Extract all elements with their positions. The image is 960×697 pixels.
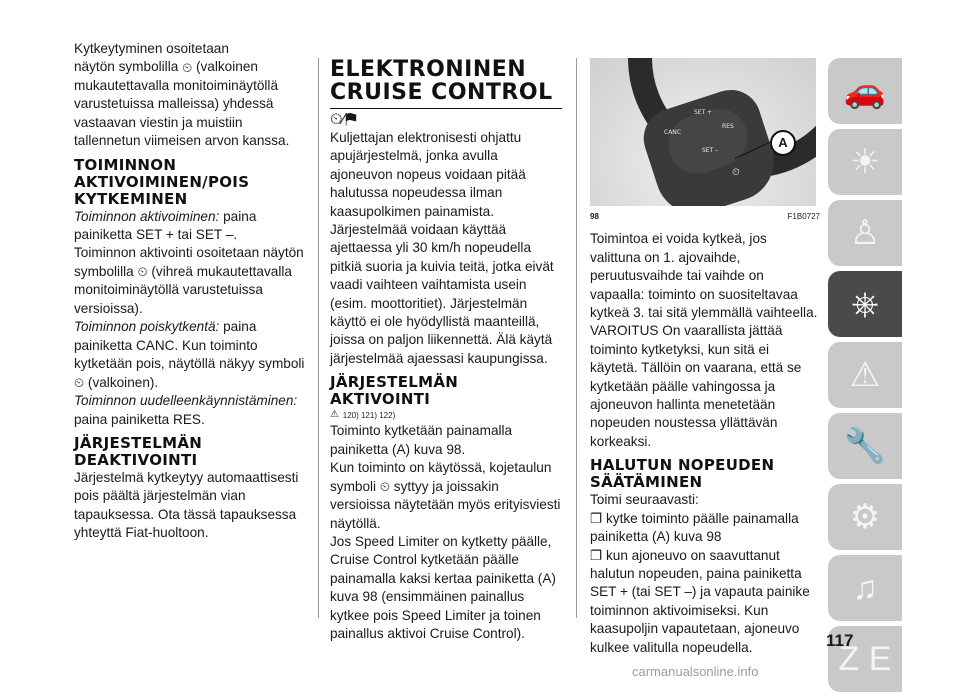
- system-deactivation-text: Järjestelmä kytkeytyy automaattisesti pois päältä järjestelmän vian tapauksessa. Ota tässä tapauksessa yhteyttä Fiat-huoltoon.: [74, 469, 299, 541]
- wrench-service-icon: 🔧: [843, 427, 887, 465]
- deactivation-symbol-line: [74, 374, 306, 393]
- cruise-control-green-icon: ⏲: [137, 264, 148, 280]
- intro-text-a: näytön symbolilla: [74, 59, 179, 75]
- figure-caption: [590, 208, 820, 226]
- activation-text-2b: syttyy ja joissakin versioissa näytetään myös erityisviesti näytöllä.: [330, 478, 561, 531]
- bullet-text-2: kun ajoneuvo on saavuttanut halutun nopeuden, paina painiketta SET + (tai SET –) ja vapauta painike toiminnon aktivoimiseksi. Kun kaasupoljin vapautetaan, ajoneuvo kulkee valitulla nopeudella.: [590, 547, 810, 655]
- car-dashboard-icon: 🚗: [843, 72, 887, 110]
- cruise-control-header-icon: ⏲⁄⚑: [330, 111, 357, 128]
- heading-system-activation: JÄRJESTELMÄN AKTIVOINTI: [330, 373, 459, 409]
- figure-number: 98: [590, 212, 599, 221]
- activation-desc-a: symbolilla: [74, 263, 134, 279]
- activation-text-2a: Kun toiminto on käytössä, kojetaulun symboli: [330, 460, 552, 494]
- figure-code: F1B0727: [787, 212, 820, 221]
- activation-desc-1: Toiminnon aktivointi osoitetaan näytön: [74, 245, 304, 261]
- chapter-tab-key-steering-wheel-icon[interactable]: [828, 271, 902, 337]
- gear-info-text: Toimintoa ei voida kytkeä, jos valittuna on 1. ajovaihde, peruutusvaihde tai vaihde on vapaalla: toiminto on suositeltavaa kytkeä 3. tai sitä ylemmällä vaihteella.: [590, 231, 818, 321]
- warning-lights-icon: ☀: [849, 143, 881, 181]
- activation-text-2: [330, 459, 562, 533]
- warning-text: VAROITUS On vaarallista jättää toiminto kytketyksi, kun sitä ei käytetä. Tällöin on vaarana, että se kytketään päälle vahingossa ja ajoneuvon hallinta menetetään nopeuden noustessa yllättävän korkeaksi.: [590, 323, 802, 449]
- deactivation-paragraph: [74, 318, 306, 373]
- deactivation-text-2: (valkoinen).: [87, 374, 159, 390]
- cruise-intro: Kuljettajan elektronisesti ohjattu apujärjestelmä, jonka avulla ajoneuvon nopeus voidaan pitää halutussa nopeudessa ilman kaasupolkimen painamista. Järjestelmää voidaan käyttää ajettaessa yli 30 km/h nopeudella pitkiä suoria ja kuivia teitä, jotka eivät vaadi vaihteen vaihtamista usein (esim. moottoritiet). Järjestelmän käyttö ei ole hyödyllistä maanteillä, joissa on paljon liikennettä. Älä käytä järjestelmää ajaessasi kaupungissa.: [330, 130, 554, 366]
- cruise-button-icon: ⏲: [732, 167, 740, 178]
- warning-triangle-small-icon: ⚠: [330, 408, 339, 420]
- seatbelt-safety-icon: ♙: [849, 214, 881, 252]
- chapter-tab-warning-lights-icon[interactable]: [828, 129, 902, 195]
- steering-wheel-figure: [590, 58, 816, 206]
- deactivation-label: Toiminnon poiskytkentä:: [74, 319, 220, 335]
- intro-text-b: (valkoinen: [195, 59, 258, 75]
- multimedia-icon: ♫: [852, 568, 878, 607]
- title-rule: [330, 108, 562, 109]
- cruise-control-symbol-icon: ⏲: [182, 59, 193, 75]
- cruise-control-dash-icon: ⏲: [379, 478, 390, 494]
- restart-text: paina painiketta RES.: [74, 411, 205, 427]
- chapter-tab-seatbelt-safety-icon[interactable]: [828, 200, 902, 266]
- activation-text-3: Jos Speed Limiter on kytketty päälle, Cruise Control kytketään päälle painamalla kaksi kertaa painiketta (A) kuva 98 (ensimmäinen painallus kytkee pois Speed Limiter ja toinen painallus aktivoi Cruise Control).: [330, 533, 556, 641]
- column-divider-1: [318, 58, 319, 618]
- restart-paragraph: [74, 392, 306, 429]
- chapter-tab-car-dashboard-icon[interactable]: [828, 58, 902, 124]
- speed-intro: Toimi seuraavasti:: [590, 492, 699, 508]
- heading-activation: TOIMINNON AKTIVOIMINEN/POIS KYTKEMINEN: [74, 155, 250, 208]
- button-label-set-minus: SET –: [702, 147, 719, 154]
- intro-line-3: mukautettavalla monitoiminäytöllä varustetuissa malleissa) yhdessä vastaavan viestin ja muistiin tallennetun viimeisen arvon kanssa.: [74, 78, 290, 149]
- page-number: 117: [826, 631, 854, 650]
- watermark: carmanualsonline.info: [632, 664, 759, 679]
- button-label-canc: CANC: [664, 129, 681, 136]
- intro-line-2: [74, 58, 306, 77]
- key-steering-wheel-icon: ⎈: [851, 284, 879, 323]
- chapter-tab-wrench-service-icon[interactable]: [828, 413, 902, 479]
- column-3: [590, 58, 820, 657]
- callout-a: A: [770, 130, 796, 156]
- bullet-icon: ❐: [590, 510, 603, 526]
- column-2: [330, 58, 562, 643]
- bullet-icon: ❐: [590, 547, 603, 563]
- intro-line-1: Kytkeytyminen osoitetaan: [74, 41, 229, 56]
- bullet-item-2: [590, 547, 820, 657]
- specifications-icon: ⚙: [849, 498, 881, 536]
- index-abc-icon: Z E: [838, 639, 892, 678]
- activation-label: Toiminnon aktivoiminen:: [74, 208, 220, 224]
- activation-paragraph: [74, 208, 306, 245]
- activation-desc-b: (vihreä mukautettavalla monitoiminäytöllä varustetuissa versioissa).: [74, 263, 292, 316]
- restart-label: Toiminnon uudelleenkäynnistäminen:: [74, 393, 298, 409]
- heading-system-deactivation: JÄRJESTELMÄN DEAKTIVOINTI: [74, 433, 203, 469]
- footnote-refs: [330, 408, 562, 422]
- chapter-tabs: [828, 58, 902, 697]
- chapter-tab-specifications-icon[interactable]: [828, 484, 902, 550]
- activation-desc-2: [74, 263, 306, 318]
- warning-triangle-icon: ⚠: [849, 356, 881, 394]
- page-title: ELEKTRONINEN CRUISE CONTROL: [330, 57, 553, 105]
- button-label-set-plus: SET +: [694, 109, 713, 116]
- chapter-tab-multimedia-icon[interactable]: [828, 555, 902, 621]
- column-divider-2: [576, 58, 577, 618]
- activation-text: paina painiketta SET + tai SET –.: [74, 208, 257, 243]
- heading-speed-setting: HALUTUN NOPEUDEN SÄÄTÄMINEN: [590, 456, 775, 492]
- activation-text-1: Toiminto kytketään painamalla painiketta (A) kuva 98.: [330, 423, 513, 457]
- deactivation-text: paina painiketta CANC. Kun toiminto kytketään pois, näytöllä näkyy symboli: [74, 319, 305, 372]
- footnote-numbers: 120) 121) 122): [342, 411, 396, 421]
- button-label-res: RES: [722, 123, 734, 130]
- bullet-text-1: kytke toiminto päälle painamalla painiketta (A) kuva 98: [590, 510, 799, 545]
- cruise-control-white-icon: ⏲: [74, 374, 85, 390]
- chapter-tab-warning-triangle-icon[interactable]: [828, 342, 902, 408]
- bullet-item-1: [590, 510, 820, 547]
- column-1: [74, 40, 306, 543]
